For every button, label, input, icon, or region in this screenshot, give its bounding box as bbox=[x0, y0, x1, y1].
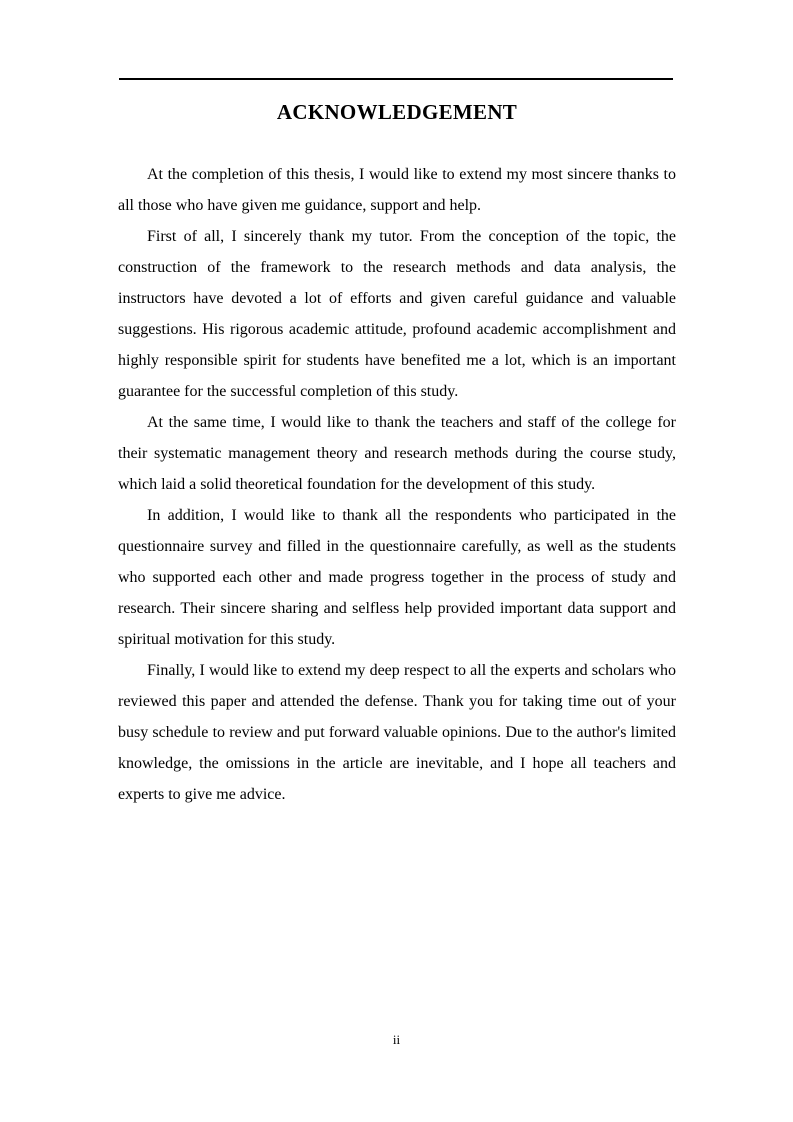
paragraph-intro: At the completion of this thesis, I would like to extend my most sincere thanks to all those who have given me guidance, support and help. bbox=[118, 166, 676, 214]
paragraph-respondents-thanks: In addition, I would like to thank all the respondents who participated in the questionnaire survey and filled in the questionnaire carefully, as well as the students who supported each other and made progress together in the process of study and research. Their sincere sharing and selfless help provided important data support and spiritual motivation for this study. bbox=[118, 507, 676, 648]
paragraph-college-thanks: At the same time, I would like to thank the teachers and staff of the college for their systematic management theory and research methods during the course study, which laid a solid theoretical foundation for the development of this study. bbox=[118, 414, 676, 493]
paragraph-experts-thanks: Finally, I would like to extend my deep respect to all the experts and scholars who reviewed this paper and attended the defense. Thank you for taking time out of your busy schedule to review and put forward valuable opinions. Due to the author's limited knowledge, the omissions in the article are inevitable, and I hope all teachers and experts to give me advice. bbox=[118, 662, 676, 803]
paragraph-tutor-thanks: First of all, I sincerely thank my tutor. From the conception of the topic, the construction of the framework to the research methods and data analysis, the instructors have devoted a lot of efforts and given careful guidance and valuable suggestions. His rigorous academic attitude, profound academic accomplishment and highly responsible spirit for students have benefited me a lot, which is an important guarantee for the successful completion of this study. bbox=[118, 228, 676, 400]
document-body bbox=[118, 159, 676, 810]
header-rule bbox=[119, 78, 673, 80]
page-title: ACKNOWLEDGEMENT bbox=[276, 100, 518, 124]
page-number: ii bbox=[392, 1032, 401, 1047]
